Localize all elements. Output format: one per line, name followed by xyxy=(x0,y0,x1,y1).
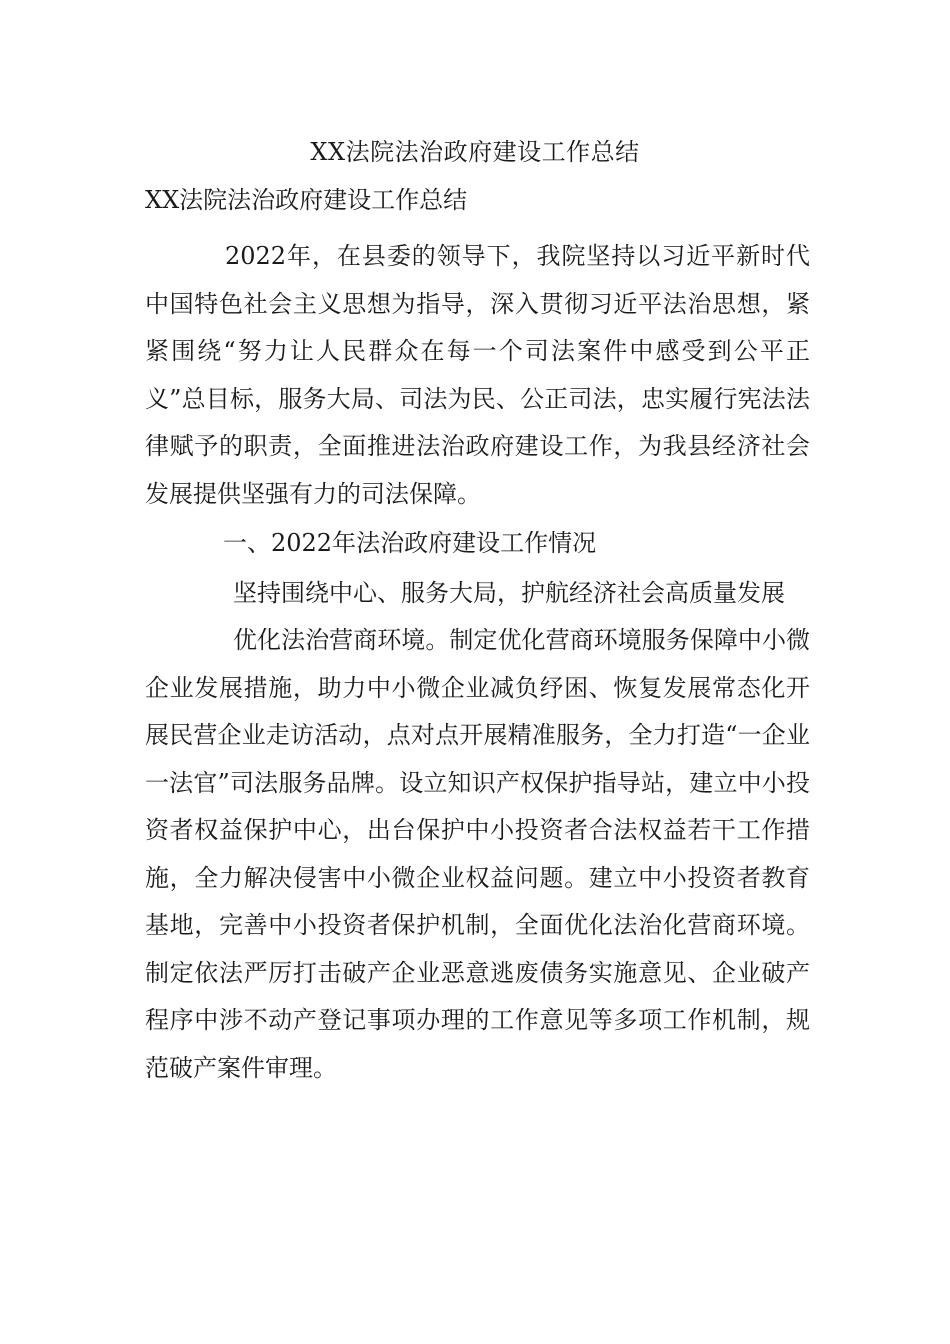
document-subtitle: XX法院法治政府建设工作总结 xyxy=(145,186,468,214)
document-body xyxy=(145,180,810,1092)
section-subheading: 坚持围绕中心、服务大局，护航经济社会高质量发展 xyxy=(233,578,785,607)
document-title: XX法院法治政府建设工作总结 xyxy=(310,138,640,166)
intro-paragraph: 2022年，在县委的领导下，我院坚持以习近平新时代中国特色社会主义思想为指导，深入贯彻习近平法治思想，紧紧围绕“努力让人民群众在每一个司法案件中感受到公平正义”总目标，服务大局、司法为民、公正司法，忠实履行宪法法律赋予的职责，全面推进法治政府建设工作，为我县经济社会发展提供坚强有力的司法保障。 xyxy=(145,242,810,508)
section-paragraph: 优化法治营商环境。制定优化营商环境服务保障中小微企业发展措施，助力中小微企业减负纾困、恢复发展常态化开展民营企业走访活动，点对点开展精准服务，全力打造“一企业一法官”司法服务品牌。设立知识产权保护指导站，建立中小投资者权益保护中心，出台保护中小投资者合法权益若干工作措施，全力解决侵害中小微企业权益问题。建立中小投资者教育基地，完善中小投资者保护机制，全面优化法治化营商环境。制定依法严厉打击破产企业恶意逃废债务实施意见、企业破产程序中涉不动产登记事项办理的工作意见等多项工作机制，规范破产案件审理。 xyxy=(145,626,810,1082)
section-heading: 一、2022年法治政府建设工作情况 xyxy=(223,529,597,557)
